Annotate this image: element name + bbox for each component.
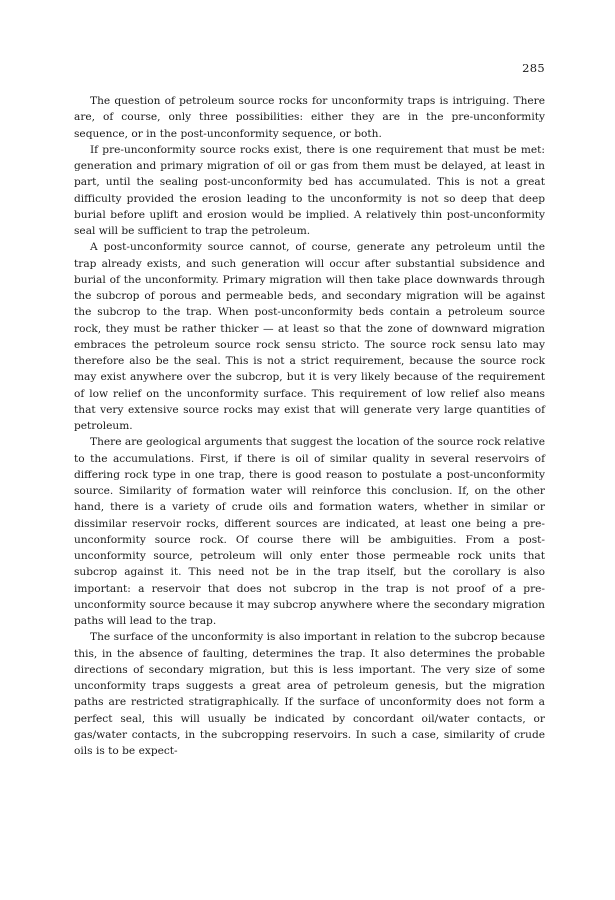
page-number: 285 [522, 61, 545, 75]
paragraph-post-unconformity-source: A post-unconformity source cannot, of course, generate any petroleum until the trap already exists, and such generation will occur after substantial subsidence and burial of the unconformity. Primary migration will then take place downwards through the subcrop of porous and permeable beds, and secondary migration will be against the subcrop to the trap. When post-unconformity beds contain a petroleum source rock, they must be rather thicker — at least so that the zone of downward migration embraces the petroleum source rock sensu stricto. The source rock sensu lato may therefore also be the seal. This is not a strict requirement, because the source rock may exist anywhere over the subcrop, but it is very likely because of the requirement of low relief on the unconformity surface. This requirement of low relief also means that very extensive source rocks may exist that will generate very large quantities of petroleum. [74, 241, 545, 432]
paragraph-geological-arguments: There are geological arguments that suggest the location of the source rock relative to the accumulations. First, if there is oil of similar quality in several reservoirs of differing rock type in one trap, there is good reason to postulate a post-unconformity source. Similarity of formation water will reinforce this conclusion. If, on the other hand, there is a variety of crude oils and formation waters, whether in similar or dissimilar reservoir rocks, different sources are indicated, at least one being a pre-unconformity source rock. Of course there will be ambiguities. From a post-unconformity source, petroleum will only enter those permeable rock units that subcrop against it. This need not be in the trap itself, but the corollary is also important: a reservoir that does not subcrop in the trap is not proof of a pre-unconformity source because it may subcrop anywhere where the secondary migration paths will lead to the trap. [74, 436, 545, 627]
paragraph-pre-unconformity-source: If pre-unconformity source rocks exist, there is one requirement that must be met: generation and primary migration of oil or gas from them must be delayed, at least in part, until the sealing post-unconformity bed has accumulated. This is not a great difficulty provided the erosion leading to the unconformity is not so deep that deep burial before uplift and erosion would be implied. A relatively thin post-unconformity seal will be sufficient to trap the petroleum. [74, 143, 545, 237]
paragraph-unconformity-surface: The surface of the unconformity is also important in relation to the subcrop because this, in the absence of faulting, determines the trap. It also determines the probable directions of secondary migration, but this is less important. The very size of some unconformity traps suggests a great area of petroleum genesis, but the migration paths are restricted stratigraphically. If the surface of unconformity does not form a perfect seal, this will usually be indicated by concordant oil/water contacts, or gas/water contacts, in the subcropping reservoirs. In such a case, similarity of crude oils is to be expect- [74, 631, 545, 757]
body-text [74, 93, 545, 759]
paragraph-source-rock-question: The question of petroleum source rocks for unconformity traps is intriguing. There are, of course, only three possibilities: either they are in the pre-unconformity sequence, or in the post-unconformity sequence, or both. [74, 95, 545, 140]
